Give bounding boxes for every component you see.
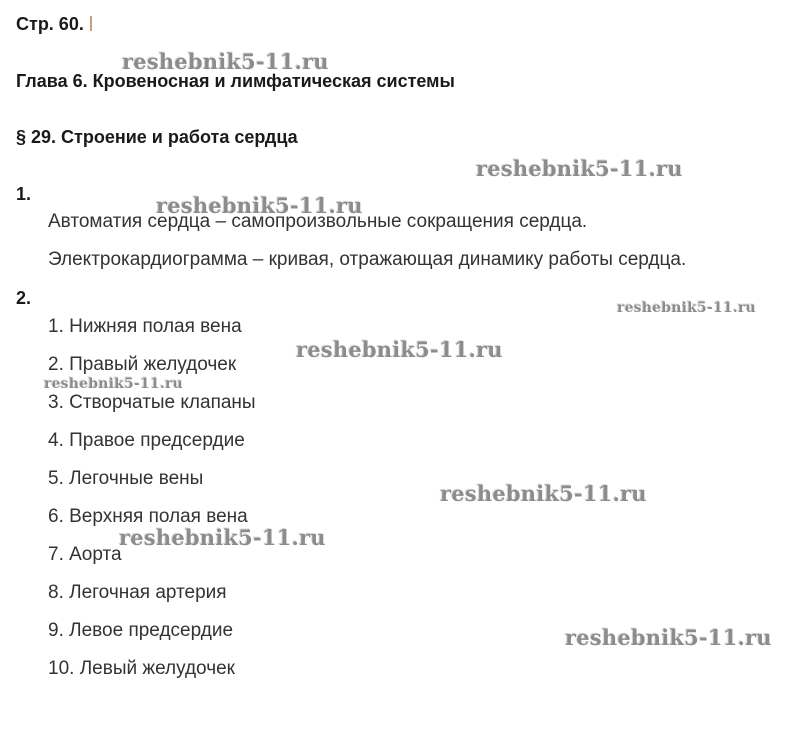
task-2-number: 2. [16,288,32,308]
watermark: reshebnik5-11.ru [440,481,647,506]
watermark: reshebnik5-11.ru [565,625,772,650]
list-item: 9. Левое предсердие [48,620,234,641]
list-item: 10. Левый желудочек [48,658,235,679]
watermark: reshebnik5-11.ru [119,525,326,550]
watermark: reshebnik5-11.ru [476,156,683,181]
list-item: 7. Аорта [48,544,122,565]
section-title: § 29. Строение и работа сердца [16,127,298,147]
list-item: 6. Верхняя полая вена [48,506,248,527]
chapter-title: Глава 6. Кровеносная и лимфатическая системы [16,71,455,91]
list-item: 5. Легочные вены [48,468,204,489]
page-reference-text: Стр. 60. [16,14,84,34]
edge-mark [90,16,92,31]
task-1-line: Автоматия сердца – самопроизвольные сокращения сердца. [48,211,588,232]
list-item: 2. Правый желудочек [48,354,237,375]
list-item: 3. Створчатые клапаны [48,392,256,413]
page-reference [16,14,92,35]
list-item: 8. Легочная артерия [48,582,227,603]
task-1-number: 1. [16,184,32,204]
task-1-line: Электрокардиограмма – кривая, отражающая динамику работы сердца. [48,249,687,270]
watermark: reshebnik5-11.ru [617,300,756,316]
list-item: 1. Нижняя полая вена [48,316,242,337]
watermark: reshebnik5-11.ru [296,337,503,362]
watermark: reshebnik5-11.ru [44,376,183,392]
watermark: reshebnik5-11.ru [156,193,363,218]
watermark: reshebnik5-11.ru [122,49,329,74]
list-item: 4. Правое предсердие [48,430,245,451]
